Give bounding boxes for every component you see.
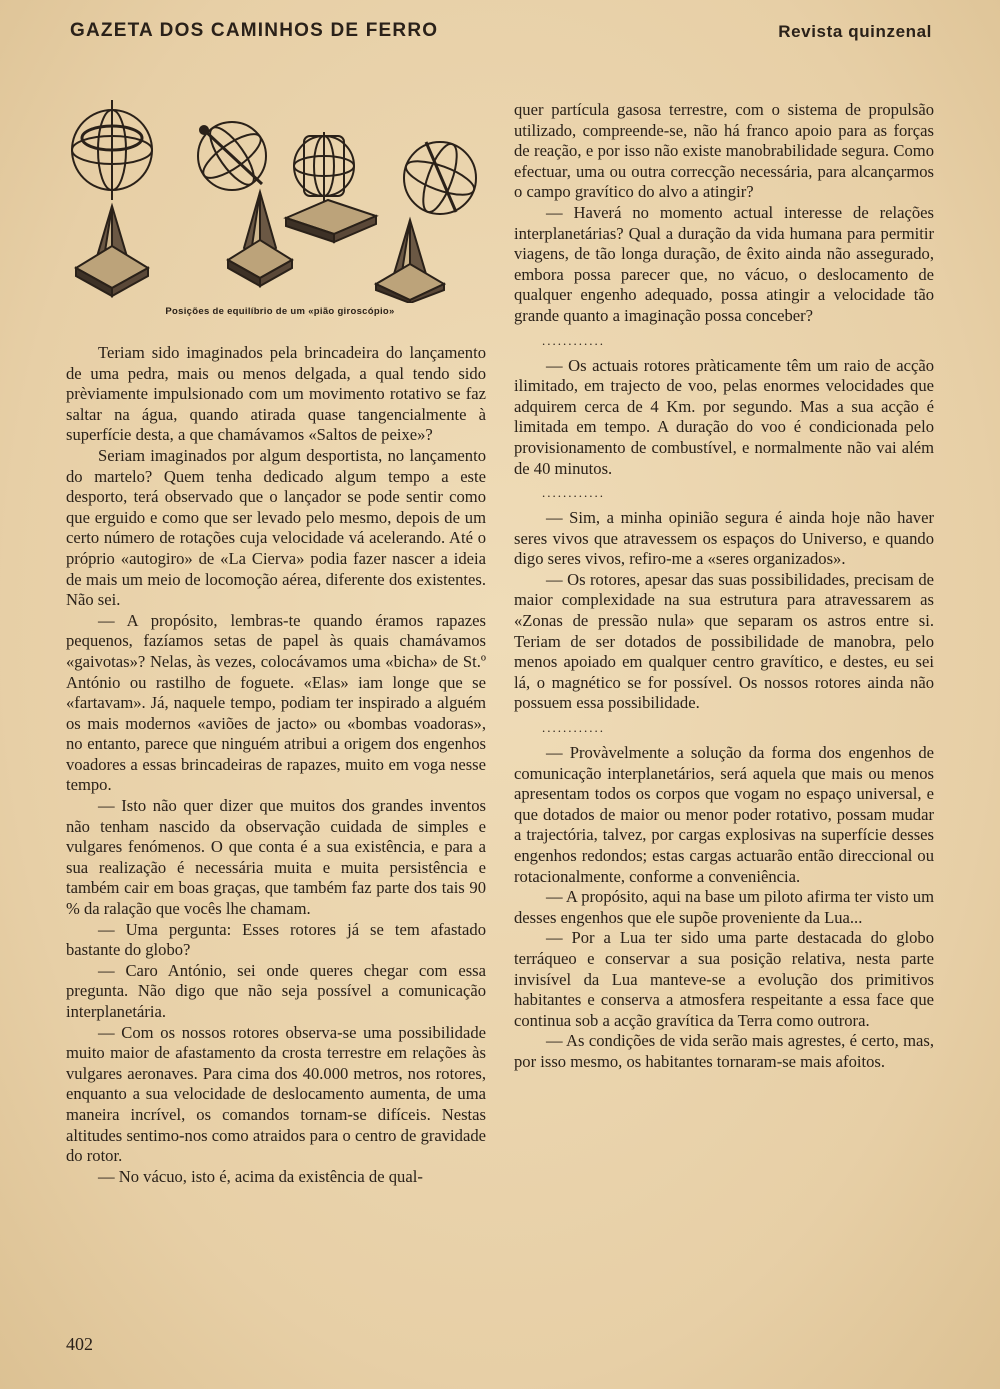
right-column [514,100,934,1073]
gyroscope-3 [286,132,376,242]
paragraph: — Sim, a minha opinião segura é ainda hoje não haver seres vivos que atravessem os espaços do Universo, e quando digo seres vivos, refiro-me a «seres organizados». [514,508,934,569]
journal-title: GAZETA DOS CAMINHOS DE FERRO [70,20,439,41]
paragraph: — A propósito, aqui na base um piloto afirma ter visto um desses engenhos que ele supõe proveniente da Lua... [514,887,934,927]
section-separator: ............ [542,720,605,736]
paragraph-continuation: quer partícula gasosa terrestre, com o sistema de propulsão utilizado, compreende-se, não há franco apoio para as forças de reação, e por isso não existe manobrabilidade segura. Como efectuar, uma ou outra correcção necessária, para alcançarmos o campo gravítico do alvo a atingir? [514,100,934,202]
journal-subtitle: Revista quinzenal [778,22,932,41]
paragraph: — No vácuo, isto é, acima da existência de qual- [98,1166,423,1186]
paragraph: — Haverá no momento actual interesse de relações interplanetárias? Qual a duração da vida humana para permitir viagens, de tão longa duração, de êxito ainda não assegurado, embora possa parecer que, no vácuo, o deslocamento de qualquer engenho adequado, possa atingir a velocidade tão grande quanto a imaginação possa conceber? [514,202,934,325]
paragraph: — Uma pergunta: Esses rotores já se tem afastado bastante do globo? [66,919,486,960]
gyroscope-4 [376,140,478,303]
paragraph: — A propósito, lembras-te quando éramos rapazes pequenos, fazíamos setas de papel às quais chamávamos «gaivotas»? Nelas, às vezes, colocávamos uma «bicha» de St.º António ou rastilho de foguete. «Elas» iam longe que se «fartavam». Já, naquele tempo, podiam ter inspirado a alguém os mais modernos «aviões de jacto» ou «bombas voadoras», no entanto, parece que ninguém atribui a origem dos engenhos voadores a essas brincadeiras de rapazes, muito em voga nesse tempo. [66,610,486,795]
gyroscope-2 [197,121,292,286]
section-separator: ............ [542,332,605,348]
paragraph: — Os rotores, apesar das suas possibilidades, precisam de maior complexidade na sua estrutura para atravessarem as «Zonas de pressão nula» que separam os astros entre si. Teriam de ser dotados de possibilidade de manobra, pelo menos apoiado em qualquer centro gravítico, e destes, eu sei lá, o magnético se for possível. Os nossos rotores ainda não possuem essa possibilidade. [514,569,934,713]
paragraph: — Isto não quer dizer que muitos dos grandes inventos não tenham nascido da observação cuidada de simples e vulgares fenómenos. O que conta é a sua existência, e para a sua realização é necessária muita e muita persistência e também cair em boas graças, que também faz parte dos tais 90 % da ralação que vocês lhe chamam. [66,796,486,919]
gyroscope-1 [72,100,152,296]
left-column [66,343,486,1187]
paragraph: — As condições de vida serão mais agrestes, é certo, mas, por isso mesmo, os habitantes tornaram-se mais afoitos. [514,1031,934,1071]
section-separator: ............ [542,485,605,501]
paragraph: — Com os nossos rotores observa-se uma possibilidade muito maior de afastamento da crosta terrestre em relações às vulgares aeronaves. Para cima dos 40.000 metros, nos rotores, enquanto a sua velocidade de deslocamento aumenta, de uma maneira incrível, os comandos tornam-se difíceis. Nestas altitudes sentimo-nos como atraidos para o centro de gravidade do rotor. [66,1022,486,1166]
paragraph: — Caro António, sei onde queres chegar com essa pregunta. Não digo que não seja possível a comunicação interplanetária. [66,960,486,1021]
gyroscope-figure [64,88,496,320]
paragraph: — Provàvelmente a solução da forma dos engenhos de comunicação interplanetários, será aquela que mais ou menos apresentam todos os corpos que vogam no espaço universal, e que dotados de maior ou menor poder rotativo, possam mudar a trajectória, talvez, por cargas explosivas na superfície desses engenhos redondos; estas cargas actuarão então direccional ou rotacionalmente, conforme a conveniência. [514,743,934,886]
page-number: 402 [66,1334,93,1354]
gyroscope-illustration [64,88,496,303]
paragraph: — Por a Lua ter sido uma parte destacada do globo terráqueo e conservar a sua posição relativa, nesta parte invisível da Lua manteve-se a evolução dos primitivos habitantes e conserva a atmosfera respeitante a essa face que continua sob a acção gravítica da Terra como outrora. [514,928,934,1030]
figure-caption: Posições de equilíbrio de um «pião giroscópio» [165,306,395,317]
paragraph: — Os actuais rotores pràticamente têm um raio de acção ilimitado, em trajecto de voo, pelas enormes velocidades que adquirem cerca de 4 Km. por segundo. Mas a sua acção é limitada em tempo. A duração do voo é condicionada pelo provisionamento de combustível, e normalmente não vai além de 40 minutos. [514,355,934,478]
paragraph: Seriam imaginados por algum desportista, no lançamento do martelo? Quem tenha dedicado algum tempo a este desporto, terá observado que o lançador se pode sentir como que erguido e como que ser levado pelo mesmo, depois de um certo número de rotações cuja velocidade vá acelerando. Até o próprio «autogiro» de «La Cierva» podia fazer nascer a ideia de mais um meio de locomoção aérea, diferente dos existentes. Não sei. [66,445,486,610]
paragraph: Teriam sido imaginados pela brincadeira do lançamento de uma pedra, mais ou menos delgada, a qual tendo sido prèviamente impulsionado com um movimento rotativo se faz saltar na água, quando atirada quase tangencialmente à superfície desta, a que chamávamos «Saltos de peixe»? [66,343,486,445]
